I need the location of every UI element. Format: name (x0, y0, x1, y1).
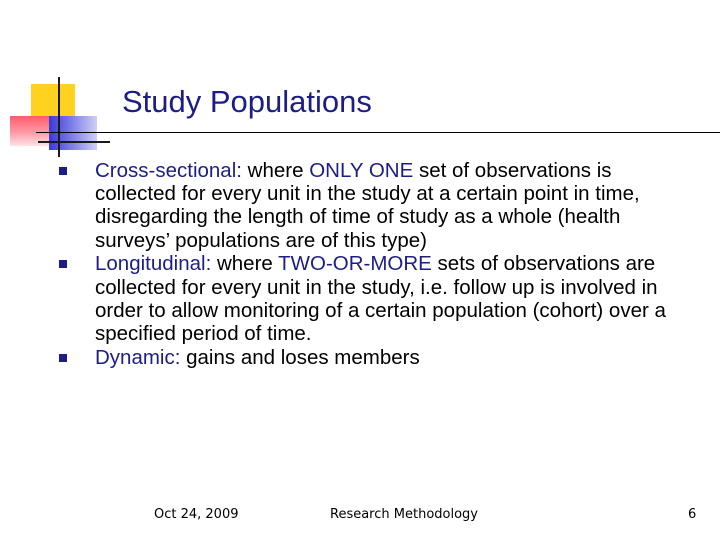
bullet-text-pre: where (241, 159, 310, 182)
footer-title: Research Methodology (330, 507, 478, 522)
bullet-highlight: ONLY ONE (309, 159, 414, 182)
bullet-text-pre: gains and loses members (180, 345, 420, 369)
bullet-item-cross-sectional (58, 159, 678, 252)
corner-squares-logo (0, 0, 110, 170)
bullet-list (58, 159, 678, 369)
footer-date: Oct 24, 2009 (154, 507, 239, 522)
bullet-term: Dynamic: (95, 345, 181, 369)
bullet-item-longitudinal (58, 252, 678, 345)
bullet-term: Longitudinal: (95, 252, 212, 276)
square-bullet-icon (59, 260, 67, 268)
square-bullet-icon (59, 354, 67, 362)
logo-blue-square (49, 116, 97, 150)
page-title: Study Populations (122, 84, 372, 119)
title-divider (36, 132, 720, 133)
bullet-text-post: sets of observations are collected for every unit in the study, i.e. follow up is involved in order to allow monitoring of a certain population (cohort) over a specified period of time. (95, 252, 666, 345)
bullet-highlight: TWO-OR-MORE (278, 252, 432, 276)
bullet-text-pre: where (211, 252, 279, 276)
bullet-text-post: set of observations is collected for every unit in the study at a certain point in time, disregarding the length of time of study as a whole (health surveys’ populations are of this type) (95, 159, 640, 252)
bullet-term: Cross-sectional: (95, 159, 242, 182)
slide-number: 6 (688, 507, 697, 522)
bullet-item-dynamic (58, 346, 678, 369)
square-bullet-icon (59, 167, 67, 175)
logo-vertical-line (58, 77, 60, 157)
logo-horizontal-line (38, 141, 110, 143)
